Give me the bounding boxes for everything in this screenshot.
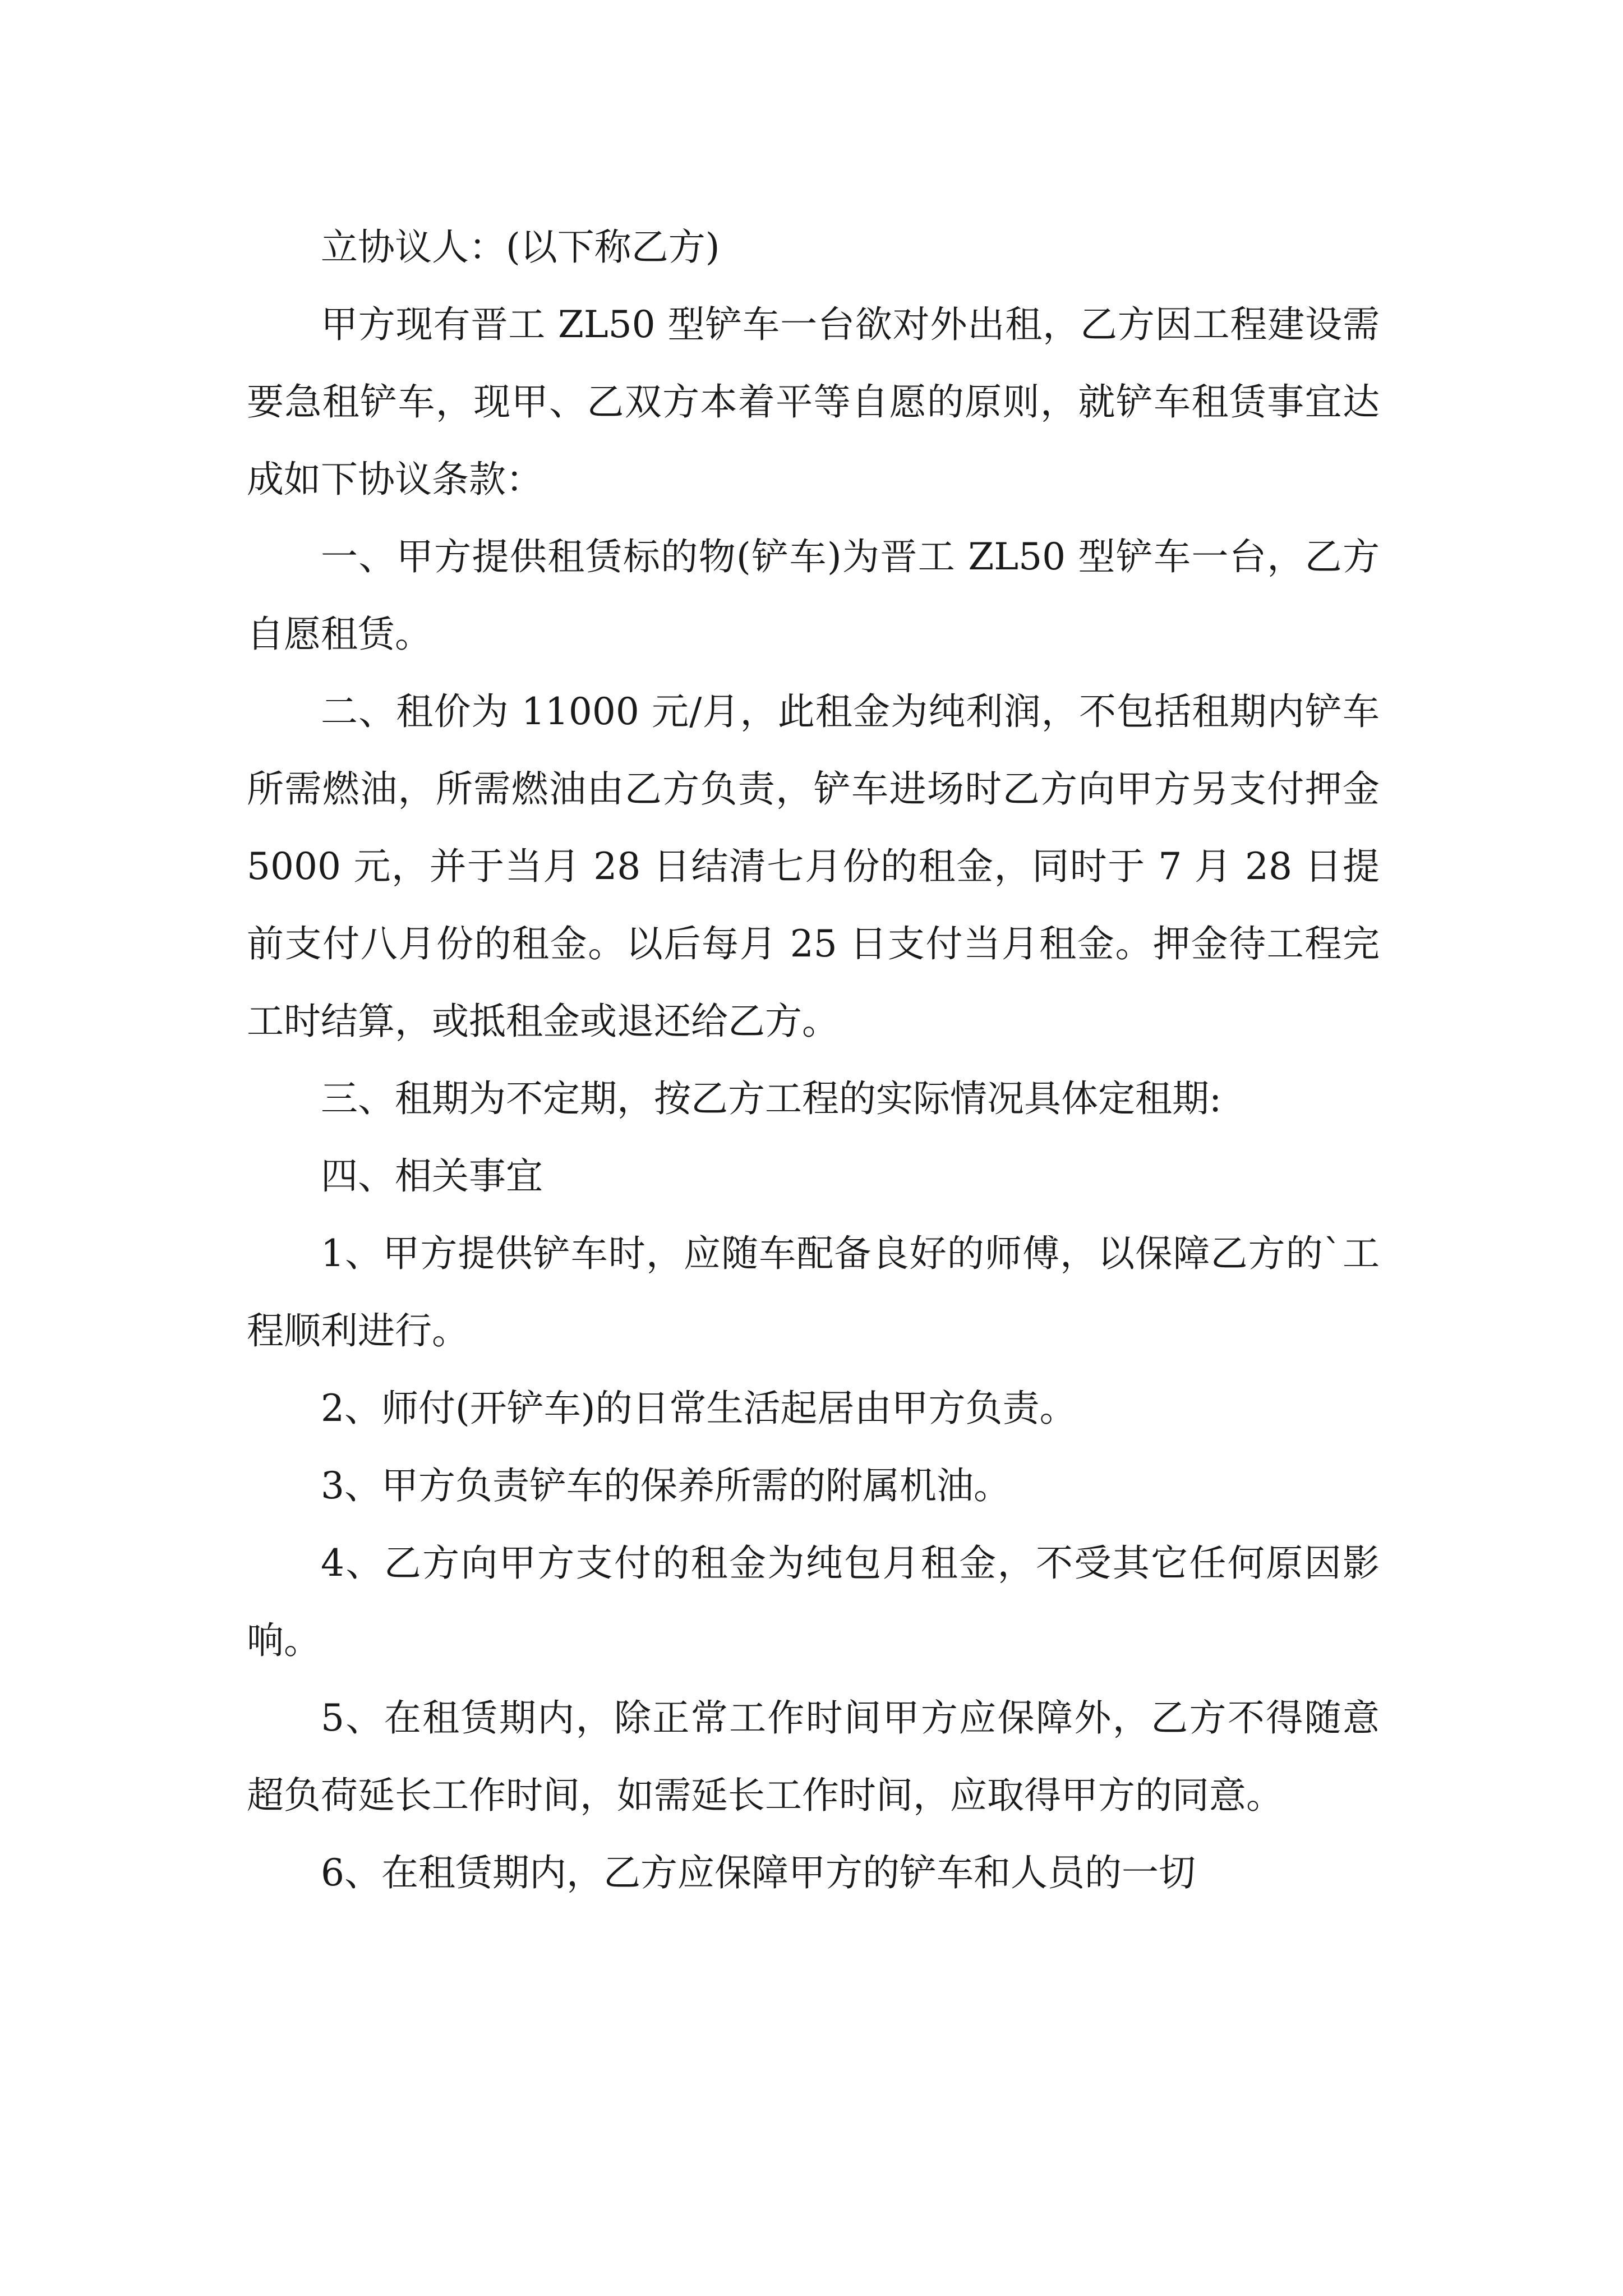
paragraph-clause-2: 二、租价为 11000 元/月，此租金为纯利润，不包括租期内铲车所需燃油，所需燃油由乙方负责，铲车进场时乙方向甲方另支付押金 5000 元，并于当月 28 日结清七月份的租金，同时于 7 月 28 日提前支付八月份的租金。以后每月 25 日支付当月租金。押金待工程完工时结算，或抵租金或退还给乙方。 [247,690,1380,1043]
paragraph-clause-4-heading: 四、相关事宜 [321,1154,543,1198]
paragraph-item-6: 6、在租赁期内，乙方应保障甲方的铲车和人员的一切 [321,1851,1196,1894]
paragraph-item-2: 2、师付(开铲车)的日常生活起居由甲方负责。 [321,1387,1077,1430]
paragraph-clause-3: 三、租期为不定期，按乙方工程的实际情况具体定租期: [321,1077,1222,1120]
paragraph-item-3: 3、甲方负责铲车的保养所需的附属机油。 [321,1464,1011,1507]
paragraph-item-1: 1、甲方提供铲车时，应随车配备良好的师傅，以保障乙方的`工程顺利进行。 [247,1232,1380,1352]
paragraph-item-4: 4、乙方向甲方支付的租金为纯包月租金，不受其它任何原因影响。 [247,1542,1380,1662]
paragraph-item-5: 5、在租赁期内，除正常工作时间甲方应保障外，乙方不得随意超负荷延长工作时间，如需延长工作时间，应取得甲方的同意。 [247,1696,1380,1817]
paragraph-clause-1: 一、甲方提供租赁标的物(铲车)为晋工 ZL50 型铲车一台，乙方自愿租赁。 [247,535,1380,656]
paragraph-preamble: 甲方现有晋工 ZL50 型铲车一台欲对外出租，乙方因工程建设需要急租铲车，现甲、乙双方本着平等自愿的原则，就铲车租赁事宜达成如下协议条款： [247,303,1380,501]
document-body [247,209,1380,1912]
paragraph-parties: 立协议人：(以下称乙方) [321,226,720,269]
